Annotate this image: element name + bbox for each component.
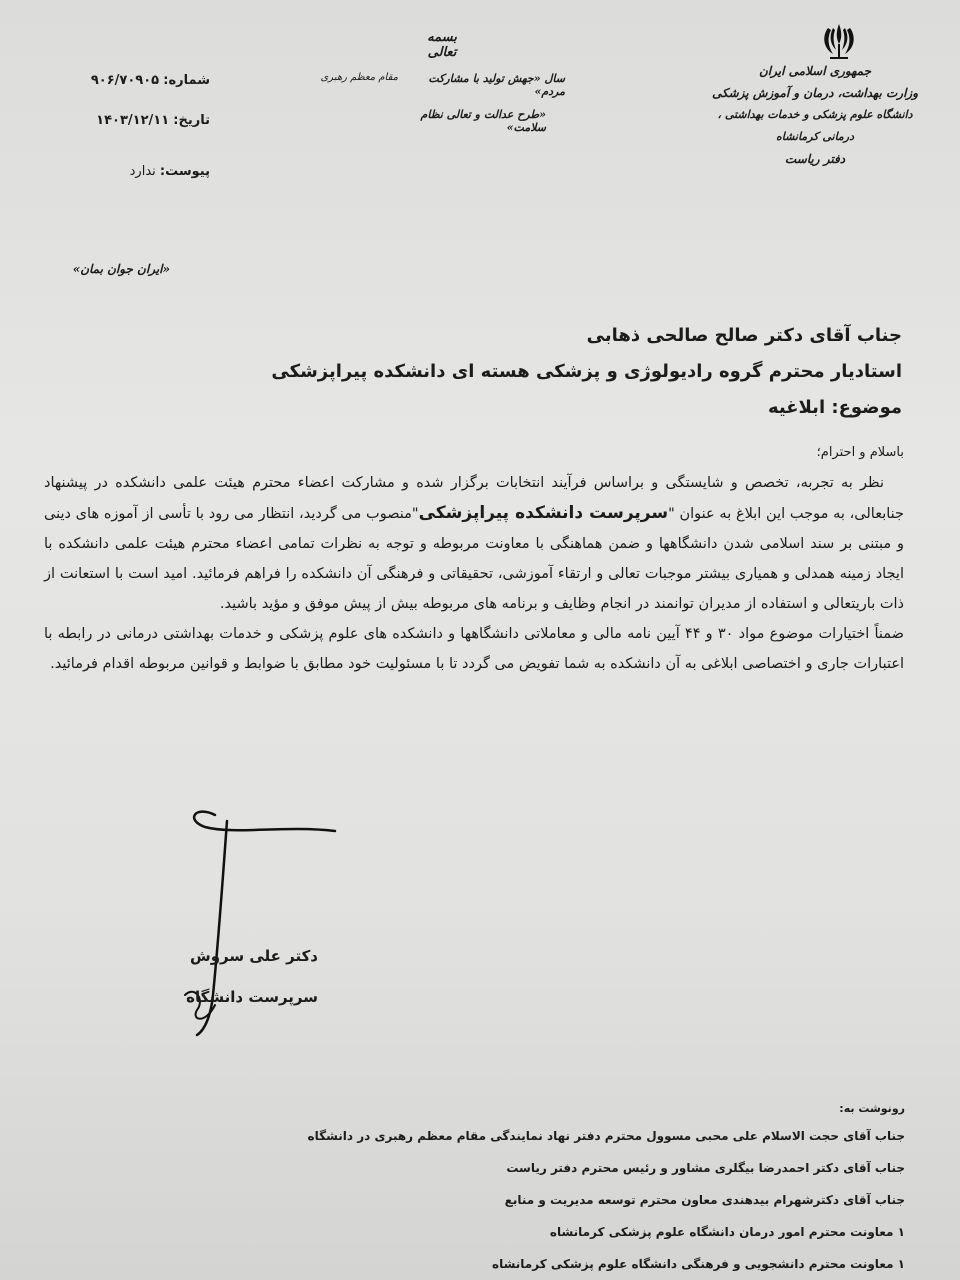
body-p1-highlight: سرپرست دانشکده پیراپزشکی <box>418 503 669 523</box>
org-line: وزارت بهداشت، درمان و آموزش پزشکی <box>712 86 918 100</box>
young-iran-slogan: «ایران جوان بمان» <box>72 262 170 276</box>
health-plan-slogan: «طرح عدالت و تعالی نظام سلامت» <box>420 108 546 134</box>
org-line: دانشگاه علوم پزشکی و خدمات بهداشتی ، درمانی کرمانشاه <box>717 108 913 143</box>
letter-attachment <box>70 164 210 179</box>
subject-label: موضوع: <box>831 397 902 418</box>
cc-item: جناب آقای دکترشهرام بیدهندی معاون محترم توسعه مدیریت و منابع <box>504 1193 905 1207</box>
signatory-name: دکتر علی سروش <box>190 947 318 965</box>
letter-date <box>70 113 210 128</box>
date-value: ۱۴۰۳/۱۲/۱۱ <box>96 113 170 128</box>
subject-line <box>262 390 902 426</box>
addressee-name: جناب آقای دکتر صالح صالحی ذهابی <box>586 325 902 346</box>
leader-attribution: مقام معظم رهبری <box>320 72 398 83</box>
year-slogan: سال «جهش تولید با مشارکت مردم» <box>428 72 565 98</box>
cc-item: ۱ معاونت محترم دانشجویی و فرهنگی دانشگاه علوم پزشکی کرمانشاه <box>491 1257 905 1271</box>
org-line: جمهوری اسلامی ایران <box>758 64 872 78</box>
cc-label: رونوشت به: <box>839 1102 905 1115</box>
number-label: شماره: <box>163 73 210 88</box>
body-p1-end: "منصوب می گردید، انتظار می رود با تأسی از آموزه های دینی و مبتنی بر سند اسلامی شدن دانشگاهها و ضمن هماهنگی با معاونت مربوطه و توجه به نظرات تمامی اعضاء محترم هیئت علمی دانشکده با ایجاد زمینه همدلی و همیاری بیشتر موجبات تعالی و ارتقاء آموزشی، تحقیقاتی و فرهنگی آن دانشکده را فراهم فرمائید. امید است با استعانت از ذات باریتعالی و استفاده از مدیران توانمند در انجام وظایف و برنامه های مربوطه بیش از پیش موفق و مؤید باشید. <box>44 506 904 612</box>
cc-item: ۱ معاونت محترم امور درمان دانشگاه علوم پزشکی کرمانشاه <box>549 1225 905 1239</box>
signatory-title: سرپرست دانشگاه <box>186 988 318 1006</box>
greeting: باسلام و احترام؛ <box>816 445 904 460</box>
date-label: تاریخ: <box>173 113 210 128</box>
bismillah: بسمه تعالی <box>427 30 457 60</box>
body-p1-start: نظر به تجربه، تخصص و شایستگی و براساس فرآیند انتخابات برگزار شده و مشارکت اعضاء محترم هیئت علمی دانشکده در پیشنهاد جنابعالی، به موجب این ابلاغ به عنوان " <box>44 475 904 522</box>
attachment-label: پیوست: <box>159 164 210 179</box>
addressee-position: استادیار محترم گروه رادیولوژی و پزشکی هسته ای دانشکده پیراپزشکی <box>271 361 902 382</box>
cc-item: جناب آقای دکتر احمدرضا بیگلری مشاور و رئیس محترم دفتر ریاست <box>506 1161 905 1175</box>
iran-emblem-icon <box>816 18 862 64</box>
cc-block <box>205 1098 905 1280</box>
attachment-value: ندارد <box>129 164 156 179</box>
addressee-block <box>262 318 902 426</box>
body-paragraph-2: ضمناً اختیارات موضوع مواد ۳۰ و ۴۴ آیین نامه مالی و معاملاتی دانشگاهها و دانشکده های علوم پزشکی و خدمات بهداشتی درمانی در رابطه با اعتبارات جاری و اختصاصی ابلاغی به آن دانشکده به شما تفویض می گردد تا با مسئولیت خود مطابق با ضوابط و قوانین مربوطه اقدام فرمائید. <box>44 626 904 672</box>
org-header <box>710 60 920 170</box>
letter-number <box>70 73 210 88</box>
subject-value: ابلاغیه <box>767 397 826 418</box>
letter-body <box>44 438 904 679</box>
number-value: ۹۰۶/۷۰۹۰۵ <box>90 73 160 88</box>
body-paragraph-1 <box>44 468 904 619</box>
org-line: دفتر ریاست <box>784 152 846 166</box>
cc-item: جناب آقای حجت الاسلام علی محبی مسوول محترم دفتر نهاد نمایندگی مقام معظم رهبری در دانشگاه <box>307 1129 905 1143</box>
